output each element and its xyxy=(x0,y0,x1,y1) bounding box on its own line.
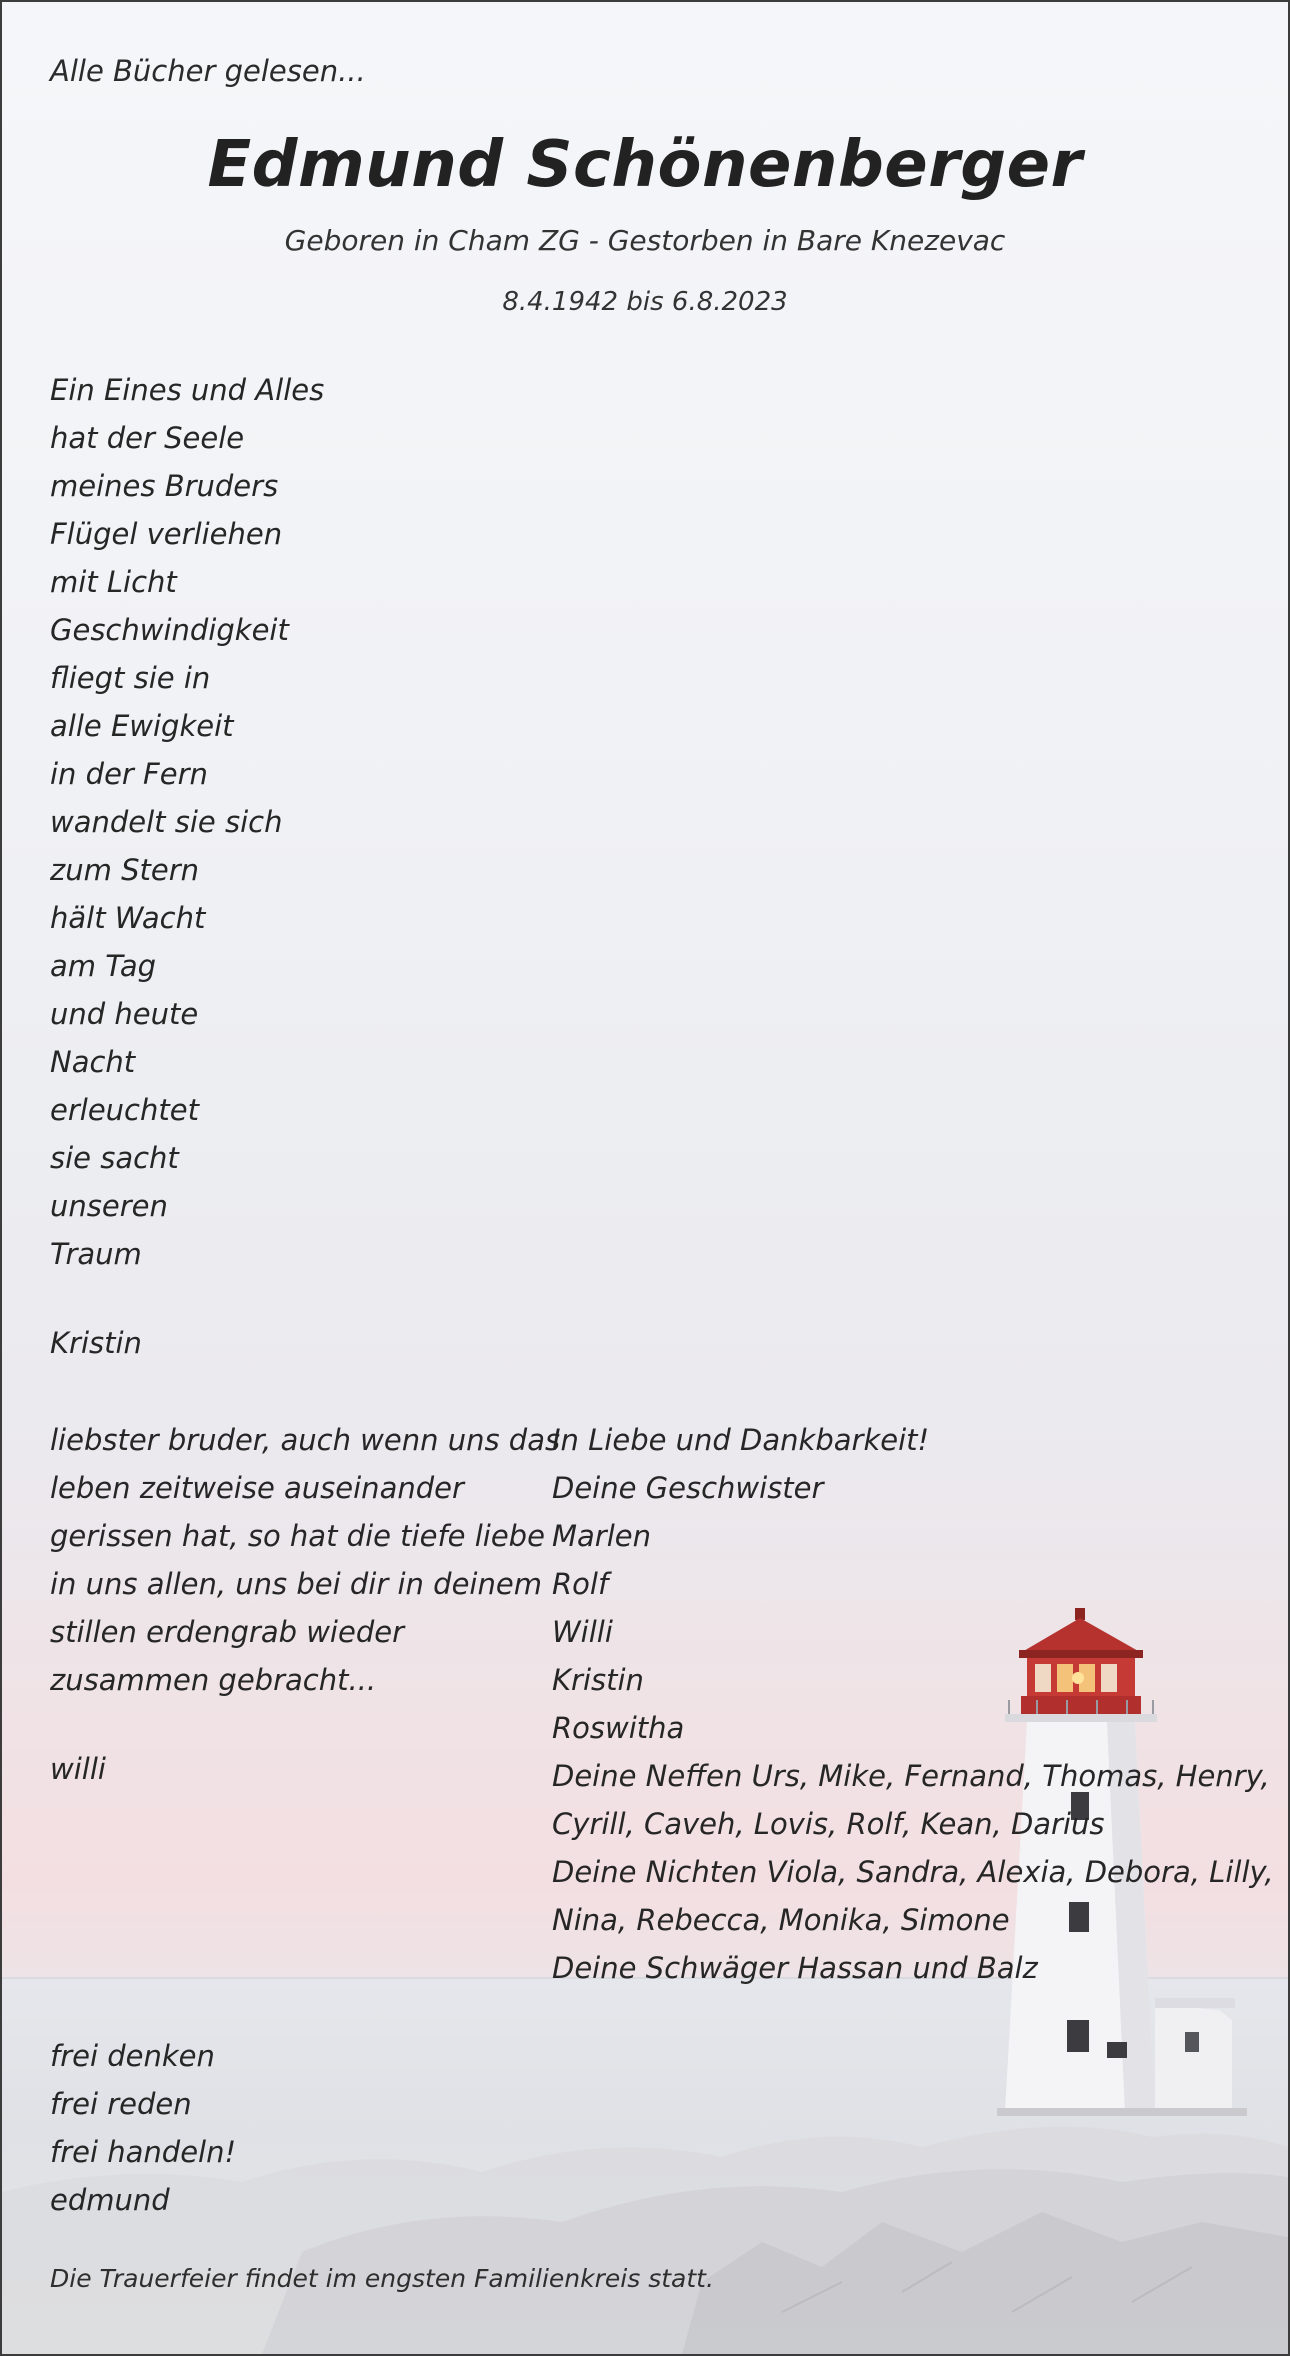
family-line: Rolf xyxy=(552,1567,609,1601)
message-line: zusammen gebracht... xyxy=(50,1663,377,1697)
poem-line: Nacht xyxy=(50,1045,136,1079)
sibling-message xyxy=(50,1416,560,1704)
poem-line: wandelt sie sich xyxy=(50,805,283,839)
poem-line: in der Fern xyxy=(50,757,208,791)
poem-signature: Kristin xyxy=(50,1326,142,1360)
funeral-note: Die Trauerfeier findet im engsten Familienkreis statt. xyxy=(50,2264,714,2293)
family-line: Marlen xyxy=(552,1519,651,1553)
header-tagline: Alle Bücher gelesen... xyxy=(50,54,366,88)
message-signature: willi xyxy=(50,1752,106,1786)
poem xyxy=(50,366,324,1278)
poem-line: mit Licht xyxy=(50,565,177,599)
motto-line: frei handeln! xyxy=(50,2135,237,2169)
family-line: Roswitha xyxy=(552,1711,685,1745)
poem-line: hat der Seele xyxy=(50,421,245,455)
poem-line: erleuchtet xyxy=(50,1093,199,1127)
poem-line: hält Wacht xyxy=(50,901,206,935)
poem-line: sie sacht xyxy=(50,1141,179,1175)
family-line: Deine Geschwister xyxy=(552,1471,824,1505)
motto-signature: edmund xyxy=(50,2183,170,2217)
family-line: Deine Schwäger Hassan und Balz xyxy=(552,1951,1038,1985)
family-list xyxy=(552,1416,1274,1992)
poem-line: am Tag xyxy=(50,949,157,983)
family-line: Willi xyxy=(552,1615,613,1649)
message-line: leben zeitweise auseinander xyxy=(50,1471,464,1505)
poem-line: meines Bruders xyxy=(50,469,279,503)
motto-line: frei denken xyxy=(50,2039,215,2073)
message-line: liebster bruder, auch wenn uns das xyxy=(50,1423,561,1457)
family-line: Cyrill, Caveh, Lovis, Rolf, Kean, Darius xyxy=(552,1807,1105,1841)
motto xyxy=(50,2032,236,2224)
poem-line: unseren xyxy=(50,1189,168,1223)
birth-death-places: Geboren in Cham ZG - Gestorben in Bare Knezevac xyxy=(284,224,1006,257)
poem-line: Geschwindigkeit xyxy=(50,613,289,647)
family-line: Deine Nichten Viola, Sandra, Alexia, Debora, Lilly, xyxy=(552,1855,1274,1889)
poem-line: fliegt sie in xyxy=(50,661,211,695)
message-line: stillen erdengrab wieder xyxy=(50,1615,405,1649)
poem-line: zum Stern xyxy=(50,853,199,887)
message-line: in uns allen, uns bei dir in deinem xyxy=(50,1567,542,1601)
poem-line: und heute xyxy=(50,997,199,1031)
family-line: Kristin xyxy=(552,1663,644,1697)
message-line: gerissen hat, so hat die tiefe liebe xyxy=(50,1519,545,1553)
family-line: Nina, Rebecca, Monika, Simone xyxy=(552,1903,1010,1937)
poem-line: Flügel verliehen xyxy=(50,517,283,551)
poem-line: Ein Eines und Alles xyxy=(50,373,325,407)
motto-line: frei reden xyxy=(50,2087,192,2121)
deceased-name: Edmund Schönenberger xyxy=(207,128,1083,202)
life-dates: 8.4.1942 bis 6.8.2023 xyxy=(502,287,788,317)
poem-line: alle Ewigkeit xyxy=(50,709,234,743)
family-line: Deine Neffen Urs, Mike, Fernand, Thomas, Henry, xyxy=(552,1759,1270,1793)
family-line: In Liebe und Dankbarkeit! xyxy=(552,1423,930,1457)
poem-line: Traum xyxy=(50,1237,142,1271)
